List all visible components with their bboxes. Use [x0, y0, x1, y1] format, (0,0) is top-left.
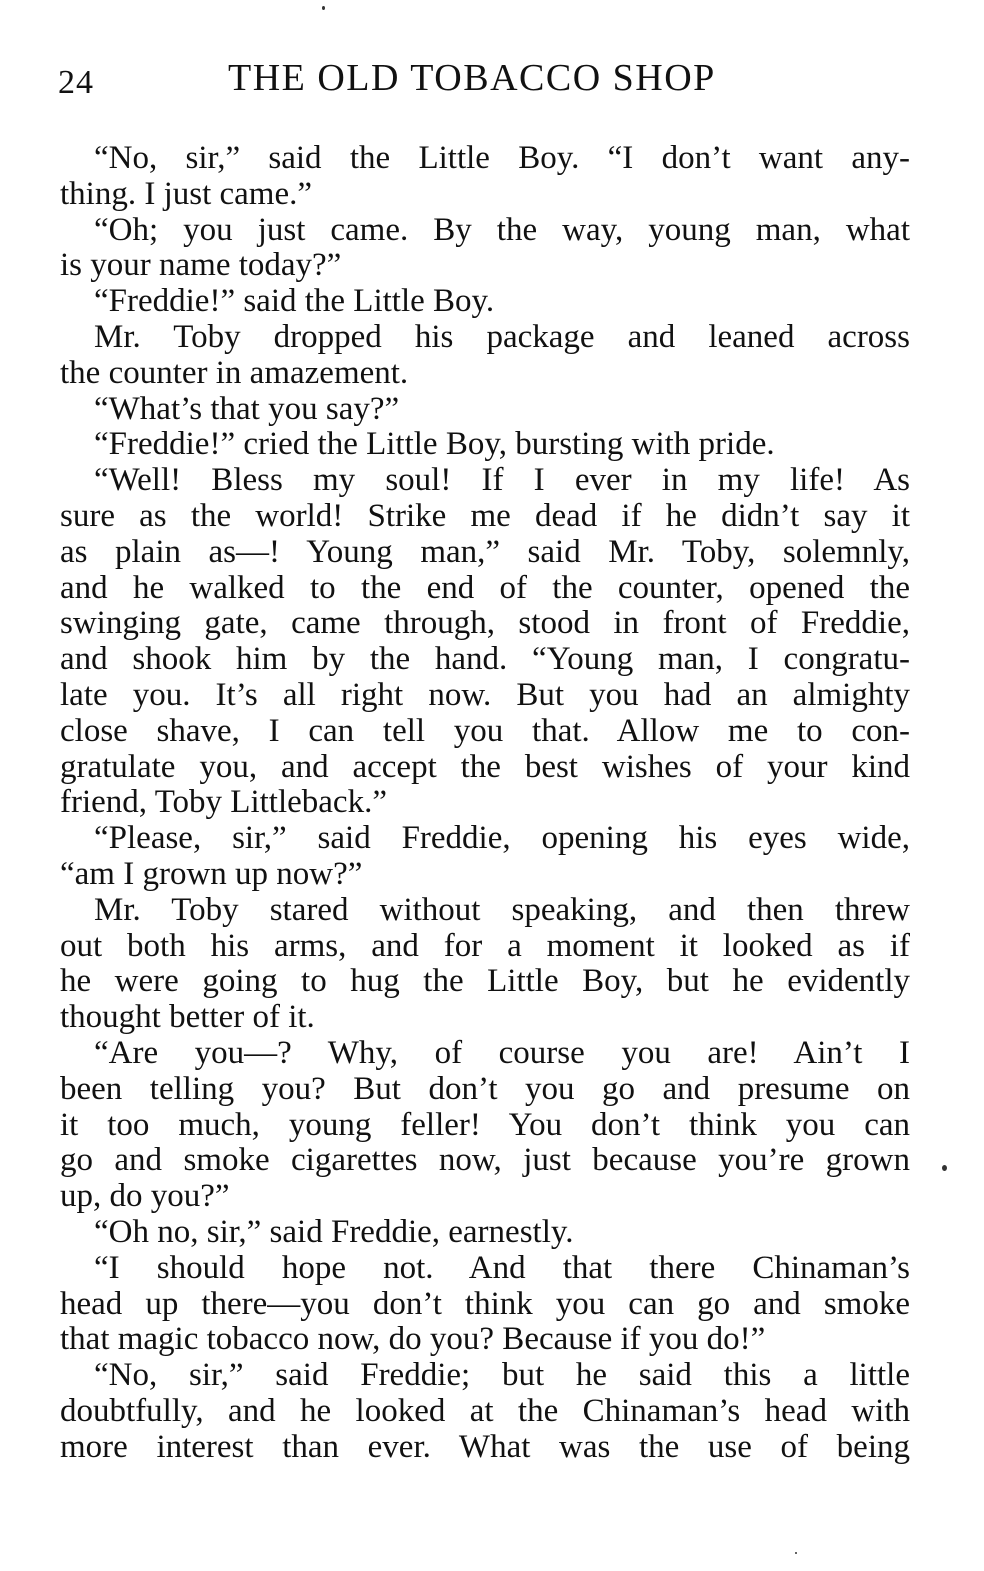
- text-line: late you. It’s all right now. But you had an almighty: [60, 677, 910, 713]
- text-line: the counter in amazement.: [60, 355, 409, 391]
- text-line: “Please, sir,” said Freddie, opening his eyes wide,: [94, 821, 910, 857]
- text-line: gratulate you, and accept the best wishes of your kind: [60, 749, 910, 785]
- text-line: “No, sir,” said the Little Boy. “I don’t want any-: [94, 141, 910, 176]
- text-line: that magic tobacco now, do you? Because if you do!”: [60, 1322, 766, 1358]
- ink-speck: [322, 6, 325, 10]
- text-line: more interest than ever. What was the use of being: [60, 1429, 910, 1465]
- text-line: Mr. Toby dropped his package and leaned across: [94, 319, 910, 355]
- page-header: [58, 56, 918, 106]
- text-line: “am I grown up now?”: [60, 856, 363, 892]
- text-line: “I should hope not. And that there Chinaman’s: [94, 1250, 910, 1286]
- text-line: head up there—you don’t think you can go and smoke: [60, 1286, 910, 1322]
- text-line: it too much, young feller! You don’t think you can: [60, 1107, 910, 1143]
- text-line: doubtfully, and he looked at the Chinaman’s head with: [60, 1393, 910, 1429]
- text-line: thought better of it.: [60, 1000, 315, 1036]
- text-line: is your name today?”: [60, 248, 342, 284]
- text-line: swinging gate, came through, stood in front of Freddie,: [60, 606, 910, 642]
- page-number: 24: [58, 64, 94, 101]
- ink-speck: [795, 1552, 797, 1554]
- text-line: up, do you?”: [60, 1179, 230, 1215]
- text-line: sure as the world! Strike me dead if he didn’t say it: [60, 498, 910, 534]
- text-line: he were going to hug the Little Boy, but he evidently: [60, 964, 910, 1000]
- text-line: thing. I just came.”: [60, 176, 313, 212]
- text-line: “No, sir,” said Freddie; but he said this a little: [94, 1358, 910, 1394]
- text-line: “What’s that you say?”: [94, 391, 400, 427]
- text-line: close shave, I can tell you that. Allow me to con-: [60, 713, 910, 749]
- text-line: “Freddie!” said the Little Boy.: [94, 284, 495, 320]
- text-line: go and smoke cigarettes now, just because you’re grown: [60, 1143, 910, 1179]
- ink-speck: [942, 1165, 947, 1171]
- text-line: as plain as—! Young man,” said Mr. Toby, solemnly,: [60, 534, 910, 570]
- running-title: THE OLD TOBACCO SHOP: [228, 57, 716, 99]
- text-line: out both his arms, and for a moment it looked as if: [60, 928, 910, 964]
- text-line: “Freddie!” cried the Little Boy, bursting with pride.: [94, 427, 775, 463]
- text-line: “Well! Bless my soul! If I ever in my life! As: [94, 463, 910, 499]
- text-line: and he walked to the end of the counter, opened the: [60, 570, 910, 606]
- text-line: been telling you? But don’t you go and presume on: [60, 1071, 910, 1107]
- text-line: and shook him by the hand. “Young man, I congratu-: [60, 642, 910, 678]
- text-line: “Oh no, sir,” said Freddie, earnestly.: [94, 1214, 574, 1250]
- text-line: friend, Toby Littleback.”: [60, 785, 387, 821]
- body-text: [60, 141, 910, 1465]
- text-line: “Are you—? Why, of course you are! Ain’t I: [94, 1035, 910, 1071]
- text-line: Mr. Toby stared without speaking, and then threw: [94, 892, 910, 928]
- text-line: “Oh; you just came. By the way, young man, what: [94, 212, 910, 248]
